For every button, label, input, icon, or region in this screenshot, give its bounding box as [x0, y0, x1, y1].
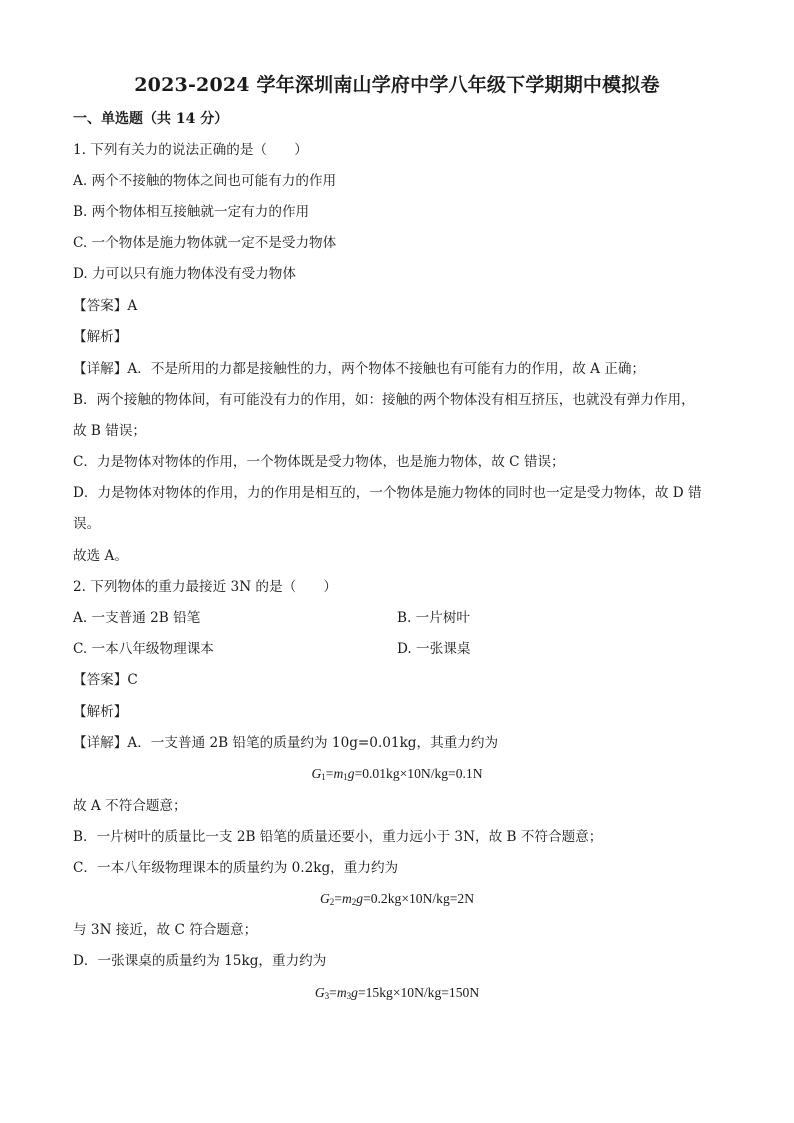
question-2-option-a: A. 一支普通 2B 铅笔	[73, 610, 201, 626]
formula-g1: $G_1=m_1g=0.01kg\times 10N/kg=0.1N$	[311, 766, 483, 782]
question-1-detail-line: B．两个接触的物体间，有可能没有力的作用，如：接触的两个物体没有相互挤压，也就没有弹力作用，	[73, 392, 695, 408]
question-2-option-b: B. 一片树叶	[397, 610, 471, 626]
question-1-conclusion: 故选 A。	[73, 548, 128, 564]
formula-g2: $G_2=m_2g=0.2kg\times 10N/kg=2N$	[319, 891, 475, 907]
question-1-detail-line: 故 B 错误；	[73, 423, 147, 439]
question-2-detail-line: 与 3N 接近，故 C 符合题意；	[73, 922, 258, 938]
page-title: 2023-2024 学年深圳南山学府中学八年级下学期期中模拟卷	[134, 74, 660, 96]
question-1-detail-line: D．力是物体对物体的作用，力的作用是相互的，一个物体是施力物体的同时也一定是受力物体，故 D 错	[73, 485, 702, 501]
question-1-option-c: C. 一个物体是施力物体就一定不是受力物体	[73, 235, 337, 251]
question-2-answer: 【答案】C	[73, 672, 138, 688]
question-2-option-c: C. 一本八年级物理课本	[73, 641, 214, 657]
question-2-detail-line: D．一张课桌的质量约为 15kg，重力约为	[73, 953, 327, 969]
question-1-answer: 【答案】A	[73, 298, 138, 314]
question-1-stem: 1. 下列有关力的说法正确的是（ ）	[73, 142, 308, 158]
question-2-analysis: 【解析】	[73, 704, 128, 720]
question-1-detail-line: 【详解】A．不是所用的力都是接触性的力，两个物体不接触也有可能有力的作用，故 A 正确；	[73, 361, 646, 377]
question-2-option-d: D. 一张课桌	[397, 641, 471, 657]
formula-g3: $G_3=m_3g=15kg\times 10N/kg=150N$	[314, 985, 480, 1001]
question-2-detail-line: 【详解】A．一支普通 2B 铅笔的质量约为 10g=0.01kg，其重力约为	[73, 735, 499, 751]
question-1-option-a: A. 两个不接触的物体之间也可能有力的作用	[73, 173, 337, 189]
question-1-option-b: B. 两个物体相互接触就一定有力的作用	[73, 204, 310, 220]
question-1-detail-line: C．力是物体对物体的作用，一个物体既是受力物体，也是施力物体，故 C 错误；	[73, 454, 565, 470]
question-2-stem: 2. 下列物体的重力最接近 3N 的是（ ）	[73, 579, 337, 595]
question-2-detail-line: C．一本八年级物理课本的质量约为 0.2kg，重力约为	[73, 860, 399, 876]
question-1-analysis: 【解析】	[73, 329, 128, 345]
question-1-option-d: D. 力可以只有施力物体没有受力物体	[73, 266, 296, 282]
section-heading: 一、单选题（共 14 分）	[73, 111, 229, 127]
question-2-detail-line: 故 A 不符合题意；	[73, 798, 187, 814]
question-2-detail-line: B．一片树叶的质量比一支 2B 铅笔的质量还要小，重力远小于 3N，故 B 不符合题意；	[73, 829, 603, 845]
question-1-detail-line: 误。	[73, 516, 101, 532]
